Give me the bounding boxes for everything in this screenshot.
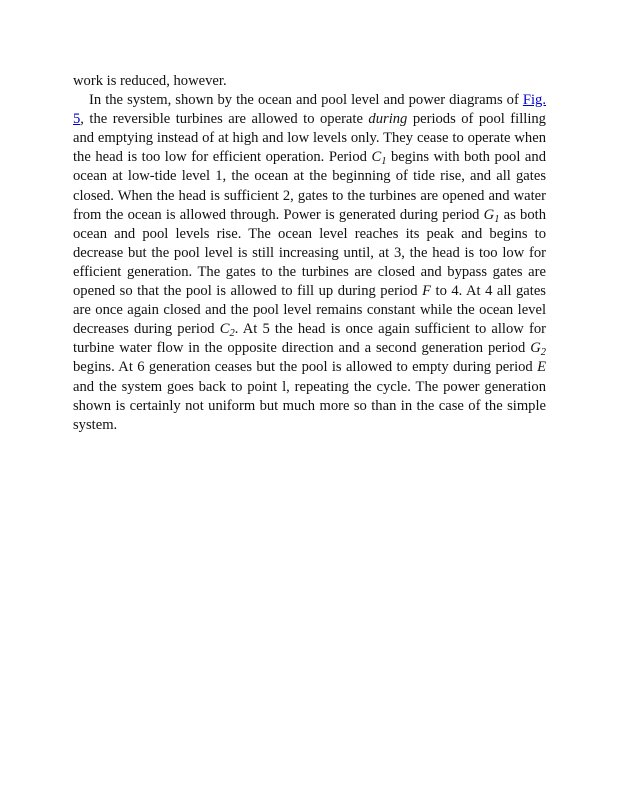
text-segment: to 4. At 4 all gates are once again closed and the pool level remains constant while the ocean level decreases during period xyxy=(73,283,546,338)
variable-g2 xyxy=(530,340,546,359)
variable-letter: C xyxy=(219,321,230,338)
emphasis-during: during xyxy=(368,111,408,128)
text-segment: begins with both pool and ocean at low-tide level 1, the ocean at the beginning of tide rise, and all gates closed. When the head is sufficient 2, gates to the turbines are opened and water from the ocean is allowed through. Power is generated during period xyxy=(73,149,546,223)
variable-subscript: 2 xyxy=(540,347,546,359)
paragraph-tidal-system xyxy=(73,91,546,435)
text-segment: begins. At 6 generation ceases but the pool is allowed to empty during period xyxy=(73,359,538,376)
text-segment: periods of pool filling and emptying instead of at high and low levels only. They cease to operate when the head is too low for efficient operation. Period xyxy=(73,111,546,166)
variable-subscript: 1 xyxy=(381,156,387,168)
text-segment: , the reversible turbines are allowed to operate xyxy=(80,111,369,128)
paragraph-continuation: work is reduced, however. xyxy=(73,73,227,89)
figure-5-link[interactable]: Fig. 5 xyxy=(73,92,546,128)
variable-f: F xyxy=(422,283,432,300)
variable-letter: C xyxy=(371,149,382,166)
variable-e: E xyxy=(537,359,546,376)
document-page xyxy=(73,72,546,435)
text-segment: and the system goes back to point l, repeating the cycle. The power generation shown is certainly not uniform but much more so than in the case of the simple system. xyxy=(73,378,546,433)
variable-subscript: 2 xyxy=(229,328,235,340)
text-segment: as both ocean and pool levels rise. The ocean level reaches its peak and begins to decrease but the pool level is still increasing until, at 3, the head is too low for efficient generation. The gates to the turbines are closed and bypass gates are opened so that the pool is allowed to fill up during period xyxy=(73,206,546,300)
variable-c2 xyxy=(219,321,235,340)
variable-c1 xyxy=(371,149,387,168)
variable-letter: G xyxy=(530,340,541,357)
variable-g1 xyxy=(484,207,500,223)
variable-letter: G xyxy=(483,206,495,223)
text-segment: . At 5 the head is once again sufficient to allow for turbine water flow in the opposite direction and a second generation period xyxy=(73,321,546,357)
variable-subscript: 1 xyxy=(494,213,500,225)
text-segment: In the system, shown by the ocean and pool level and power diagrams of xyxy=(89,92,523,109)
